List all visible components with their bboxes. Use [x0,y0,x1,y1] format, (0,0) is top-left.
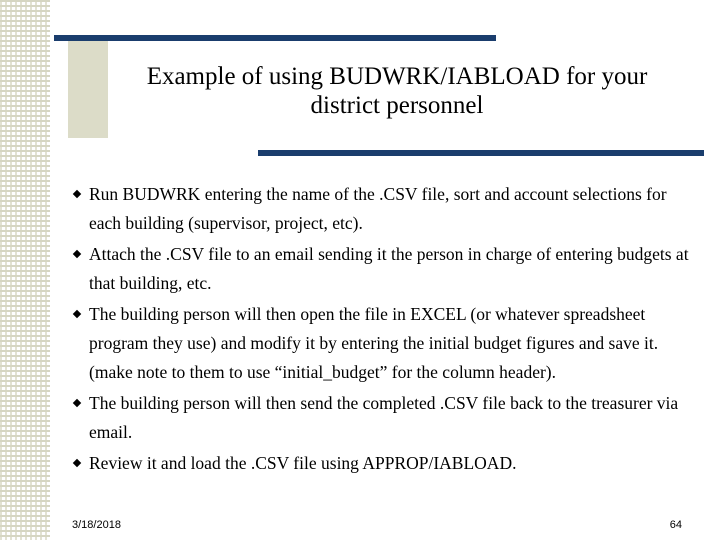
slide-title-line-2: district personnel [310,92,484,119]
bullet-item [72,300,700,387]
bullet-item [72,449,700,478]
title-accent-block [68,38,108,138]
slide-title-line-1: Example of using BUDWRK/IABLOAD for your [146,63,648,90]
bullet-text: Run BUDWRK entering the name of the .CSV file, sort and account selections for each building (supervisor, project, etc). [89,184,667,233]
bullet-item [72,180,700,238]
bullet-text: Attach the .CSV file to an email sending it the person in charge of entering budgets at that building, etc. [89,244,689,293]
footer-page-number: 64 [669,519,682,531]
diamond-bullet-icon [73,399,81,407]
slide-title [112,62,682,120]
decorative-stripe-panel [0,0,50,540]
footer-date: 3/18/2018 [72,519,121,531]
bullet-item [72,240,700,298]
diamond-bullet-icon [73,459,81,467]
bullet-list [72,180,700,480]
bullet-text: Review it and load the .CSV file using APPROP/IABLOAD. [89,453,517,473]
diamond-bullet-icon [73,190,81,198]
diamond-bullet-icon [73,250,81,258]
bottom-rule [258,150,704,156]
top-rule [54,35,496,41]
bullet-text: The building person will then open the file in EXCEL (or whatever spreadsheet program they use) and modify it by entering the initial budget figures and save it. (make note to them to use “initial_budget” for the column header). [89,304,659,382]
diamond-bullet-icon [73,310,81,318]
bullet-text: The building person will then send the completed .CSV file back to the treasurer via email. [89,393,679,442]
bullet-item [72,389,700,447]
